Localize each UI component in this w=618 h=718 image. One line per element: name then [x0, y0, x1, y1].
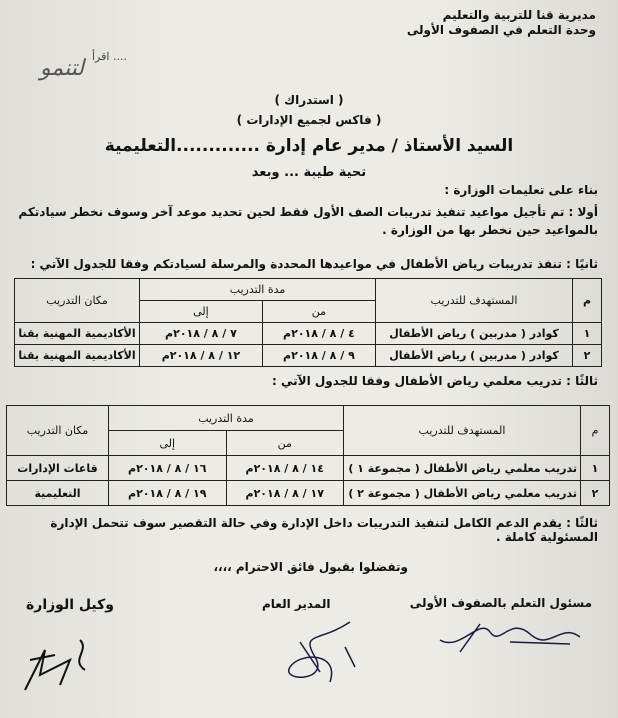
- col-duration-header: مدة التدريب: [109, 406, 344, 431]
- col-target-header: المستهدف للتدريب: [376, 279, 573, 323]
- fax-label: ( فاكس لجميع الإدارات ): [236, 113, 382, 127]
- row-num: ١: [581, 456, 610, 481]
- row-from: ١٤ / ٨ / ٢٠١٨م: [226, 456, 344, 481]
- row-to: ٧ / ٨ / ٢٠١٨م: [140, 323, 263, 345]
- row-from: ١٧ / ٨ / ٢٠١٨م: [226, 481, 344, 506]
- signature-deputy-title: وكيل الوزارة: [26, 597, 114, 613]
- third-clause: ثالثًا : يقدم الدعم الكامل لتنفيذ التدريبات داخل الإدارة وفي حالة التقصير سوف تتحمل الإدارة المسئولية كاملة .: [50, 516, 598, 544]
- unit-name: وحدة التعلم في الصفوف الأولى: [406, 23, 596, 37]
- addendum-label: ( استدراك ): [274, 93, 344, 107]
- col-num-header: م: [581, 406, 610, 456]
- teachers-clause: ثالثًا : تدريب معلمي رياض الأطفال وفقا للجدول الآتي :: [272, 374, 598, 388]
- signature-official-title: مسئول التعلم بالصفوف الأولى: [409, 596, 592, 610]
- deputy-signature: [10, 620, 110, 700]
- col-num-header: م: [573, 279, 602, 323]
- col-target-header: المستهدف للتدريب: [344, 406, 581, 456]
- official-signature: [420, 612, 590, 662]
- col-from-header: من: [262, 301, 375, 323]
- col-place-header: مكان التدريب: [15, 279, 140, 323]
- table-row: [7, 456, 610, 481]
- row-target: كوادر ( مدربين ) رياض الأطفال: [376, 345, 573, 367]
- directorate-header: [407, 8, 596, 38]
- col-to-header: إلى: [109, 431, 227, 456]
- col-to-header: إلى: [140, 301, 263, 323]
- table-teachers: [6, 405, 610, 506]
- greeting-line: تحية طيبة ... وبعد: [251, 165, 367, 180]
- logo-main: لتنمو: [40, 56, 85, 81]
- col-from-header: من: [226, 431, 344, 456]
- row-target: تدريب معلمي رياض الأطفال ( مجموعة ١ ): [344, 456, 581, 481]
- table-row: [15, 323, 602, 345]
- row-from: ٩ / ٨ / ٢٠١٨م: [262, 345, 375, 367]
- table-row: [7, 481, 610, 506]
- table-row: [15, 345, 602, 367]
- intro-line: بناء على تعليمات الوزارة :: [444, 183, 598, 197]
- row-place: الأكاديمية المهنية بقنا: [15, 323, 140, 345]
- row-to: ١٢ / ٨ / ٢٠١٨م: [140, 345, 263, 367]
- row-place: التعليمية: [7, 481, 109, 506]
- row-target: كوادر ( مدربين ) رياض الأطفال: [376, 323, 573, 345]
- row-to: ١٦ / ٨ / ٢٠١٨م: [109, 456, 227, 481]
- directorate-name: مديرية قنا للتربية والتعليم: [442, 8, 596, 22]
- row-place: قاعات الإدارات: [7, 456, 109, 481]
- row-place: الأكاديمية المهنية بقنا: [15, 345, 140, 367]
- row-num: ٢: [581, 481, 610, 506]
- row-num: ١: [573, 323, 602, 345]
- row-from: ٤ / ٨ / ٢٠١٨م: [262, 323, 375, 345]
- row-num: ٢: [573, 345, 602, 367]
- logo-tagline: اقرأ ....: [92, 50, 127, 63]
- row-to: ١٩ / ٨ / ٢٠١٨م: [109, 481, 227, 506]
- table-trainers: [14, 278, 602, 367]
- closing-line: وتفضلوا بقبول فائق الاحترام ،،،،: [213, 560, 408, 574]
- addressee-line: السيد الأستاذ / مدير عام إدارة .............التعليمية: [104, 136, 514, 156]
- second-clause: ثانيًا : تنفذ تدريبات رياض الأطفال في مواعيدها المحددة والمرسلة لسيادتكم وفقا للجدول الآتي :: [30, 257, 598, 271]
- first-clause: أولا : تم تأجيل مواعيد تنفيذ تدريبات الصف الأول فقط لحين تحديد موعد آخر وسوف نخطر سيادتكم بالمواعيد حين نخطر بها من الوزارة .: [18, 205, 598, 237]
- signature-director-title: المدير العام: [262, 597, 331, 611]
- col-duration-header: مدة التدريب: [140, 279, 376, 301]
- director-signature: [260, 612, 370, 692]
- row-target: تدريب معلمي رياض الأطفال ( مجموعة ٢ ): [344, 481, 581, 506]
- col-place-header: مكان التدريب: [7, 406, 109, 456]
